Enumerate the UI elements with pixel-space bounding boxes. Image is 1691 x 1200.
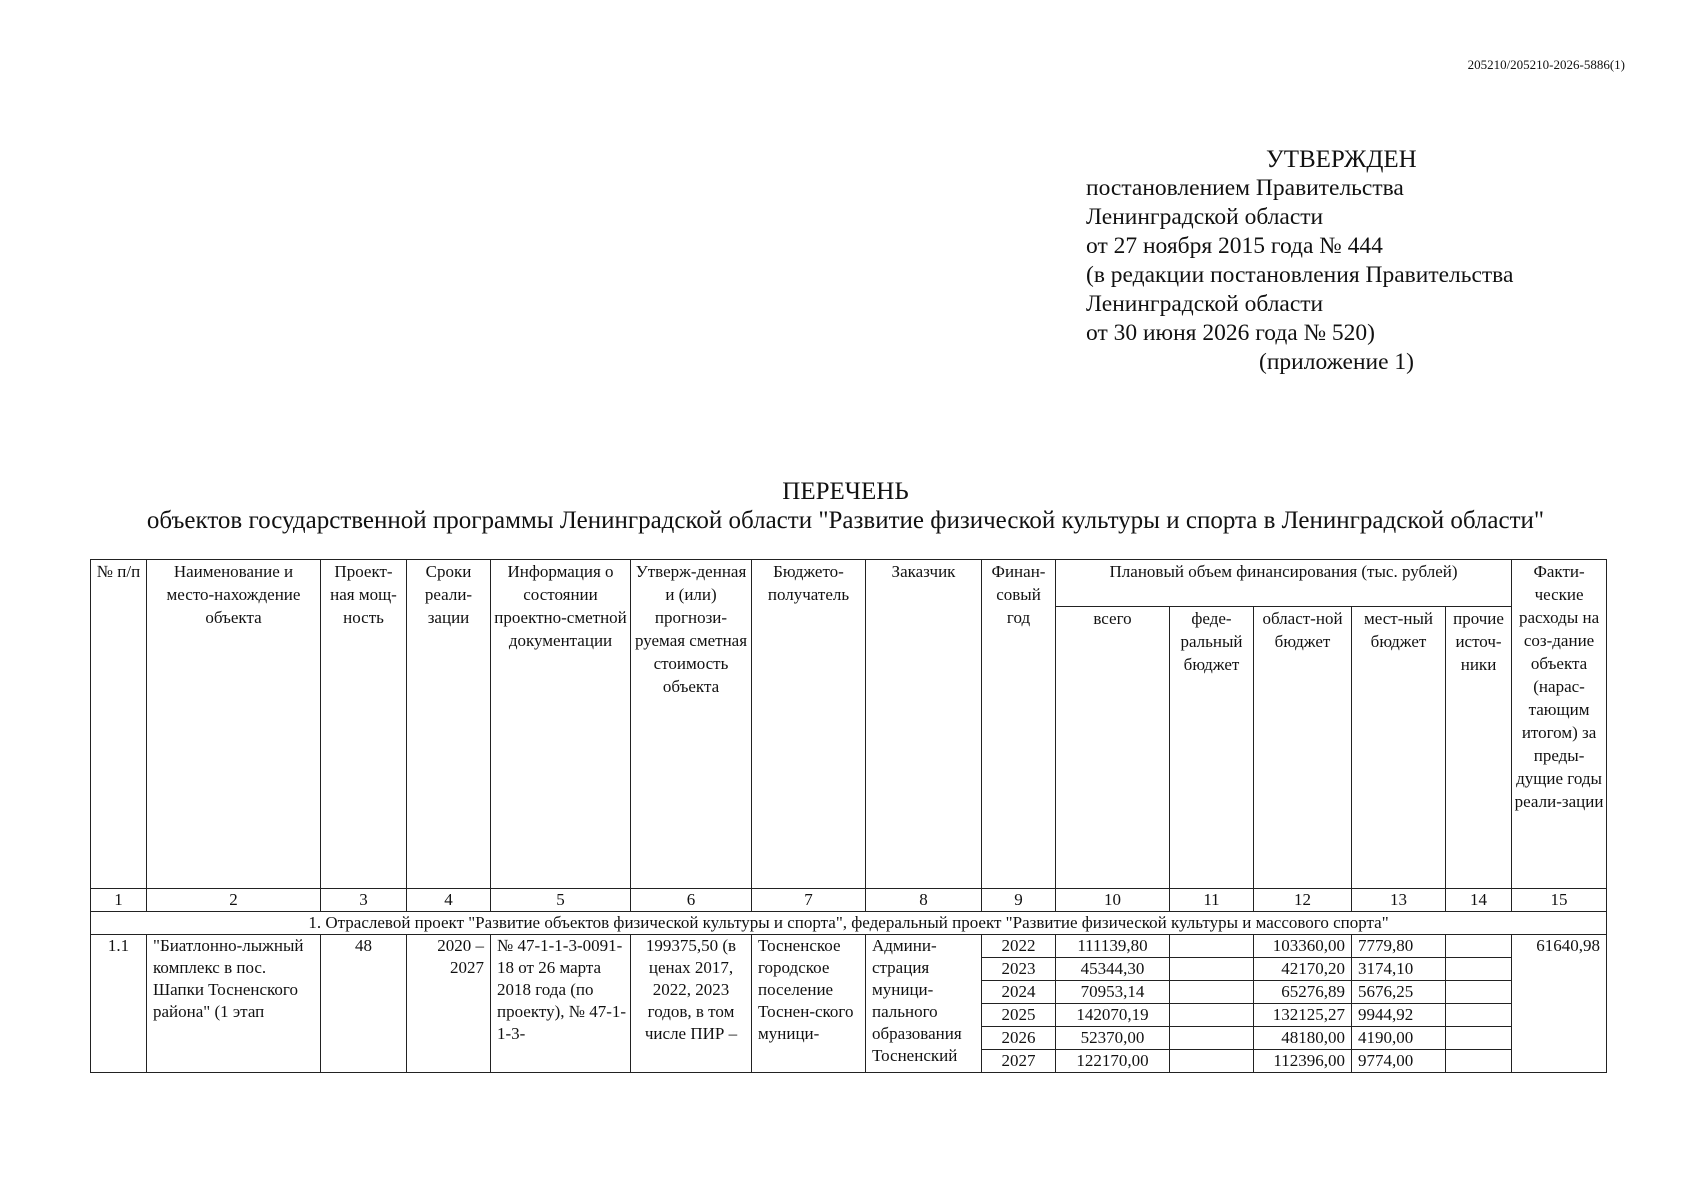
header-year: Финан-совый год bbox=[982, 560, 1056, 889]
header-cost: Утверж-денная и (или) прогнози-руемая сметная стоимость объекта bbox=[631, 560, 752, 889]
fin-local: 4190,00 bbox=[1352, 1027, 1446, 1050]
column-numbers-row bbox=[91, 889, 1607, 912]
approval-title: УТВЕРЖДЕН bbox=[1266, 146, 1417, 173]
actual-expenses: 61640,98 bbox=[1512, 935, 1607, 1073]
approval-line: (в редакции постановления Правительства bbox=[1086, 262, 1514, 288]
fin-local: 3174,10 bbox=[1352, 958, 1446, 981]
fin-year: 2022 bbox=[982, 935, 1056, 958]
col-number: 6 bbox=[631, 889, 752, 912]
fin-regional: 48180,00 bbox=[1254, 1027, 1352, 1050]
approval-line: от 30 июня 2026 года № 520) bbox=[1086, 320, 1375, 346]
fin-total: 45344,30 bbox=[1056, 958, 1170, 981]
header-num: № п/п bbox=[91, 560, 147, 889]
data-row bbox=[91, 935, 1607, 958]
title-main: ПЕРЕЧЕНЬ bbox=[782, 478, 909, 505]
object-recipient: Тосненское городское поселение Тоснен-ского муници- bbox=[752, 935, 866, 1073]
section-title: 1. Отраслевой проект "Развитие объектов физической культуры и спорта", федеральный проект "Развитие физической культуры и массового спорта" bbox=[91, 912, 1607, 935]
header-period: Сроки реали-зации bbox=[407, 560, 491, 889]
col-number: 7 bbox=[752, 889, 866, 912]
col-number: 3 bbox=[321, 889, 407, 912]
header-row bbox=[91, 560, 1607, 607]
col-number: 5 bbox=[491, 889, 631, 912]
fin-total: 142070,19 bbox=[1056, 1004, 1170, 1027]
fin-total: 70953,14 bbox=[1056, 981, 1170, 1004]
col-number: 11 bbox=[1170, 889, 1254, 912]
fin-regional: 103360,00 bbox=[1254, 935, 1352, 958]
object-customer: Админи-страция муници-пального образования Тосненский bbox=[866, 935, 982, 1073]
header-regional: област-ной бюджет bbox=[1254, 607, 1352, 889]
fin-local: 5676,25 bbox=[1352, 981, 1446, 1004]
fin-federal bbox=[1170, 1004, 1254, 1027]
fin-year: 2023 bbox=[982, 958, 1056, 981]
appendix-label: (приложение 1) bbox=[1259, 349, 1415, 375]
fin-federal bbox=[1170, 1027, 1254, 1050]
header-customer: Заказчик bbox=[866, 560, 982, 889]
fin-other bbox=[1446, 1027, 1512, 1050]
fin-year: 2025 bbox=[982, 1004, 1056, 1027]
col-number: 1 bbox=[91, 889, 147, 912]
section-row bbox=[91, 912, 1607, 935]
header-name: Наименование и место-нахождение объекта bbox=[147, 560, 321, 889]
fin-federal bbox=[1170, 935, 1254, 958]
approval-line: Ленинградской области bbox=[1086, 291, 1324, 317]
fin-regional: 112396,00 bbox=[1254, 1050, 1352, 1073]
title-sub: объектов государственной программы Ленинградской области "Развитие физической культуры и спорта в Ленинградской области" bbox=[146, 507, 1545, 534]
fin-federal bbox=[1170, 981, 1254, 1004]
fin-year: 2024 bbox=[982, 981, 1056, 1004]
fin-federal bbox=[1170, 1050, 1254, 1073]
fin-total: 111139,80 bbox=[1056, 935, 1170, 958]
col-number: 8 bbox=[866, 889, 982, 912]
object-cost: 199375,50 (в ценах 2017, 2022, 2023 годов, в том числе ПИР – bbox=[631, 935, 752, 1073]
header-local: мест-ный бюджет bbox=[1352, 607, 1446, 889]
fin-other bbox=[1446, 1004, 1512, 1027]
fin-total: 122170,00 bbox=[1056, 1050, 1170, 1073]
fin-other bbox=[1446, 935, 1512, 958]
header-financing-group: Плановый объем финансирования (тыс. рублей) bbox=[1056, 560, 1512, 607]
document-title bbox=[0, 477, 1691, 535]
fin-local: 7779,80 bbox=[1352, 935, 1446, 958]
header-total: всего bbox=[1056, 607, 1170, 889]
header-capacity: Проект-ная мощ-ность bbox=[321, 560, 407, 889]
approval-block bbox=[1086, 145, 1513, 377]
header-other: прочие источ-ники bbox=[1446, 607, 1512, 889]
col-number: 14 bbox=[1446, 889, 1512, 912]
col-number: 12 bbox=[1254, 889, 1352, 912]
fin-other bbox=[1446, 1050, 1512, 1073]
fin-other bbox=[1446, 981, 1512, 1004]
col-number: 10 bbox=[1056, 889, 1170, 912]
col-number: 13 bbox=[1352, 889, 1446, 912]
approval-line: от 27 ноября 2015 года № 444 bbox=[1086, 233, 1383, 259]
fin-total: 52370,00 bbox=[1056, 1027, 1170, 1050]
header-actual: Факти-ческие расходы на соз-дание объекта (нарас-тающим итогом) за преды-дущие годы реали-зации bbox=[1512, 560, 1607, 889]
document-id: 205210/205210-2026-5886(1) bbox=[1467, 57, 1625, 72]
approval-line: Ленинградской области bbox=[1086, 204, 1324, 230]
fin-year: 2026 bbox=[982, 1027, 1056, 1050]
header-federal: феде-ральный бюджет bbox=[1170, 607, 1254, 889]
row-num: 1.1 bbox=[91, 935, 147, 1073]
fin-year: 2027 bbox=[982, 1050, 1056, 1073]
object-period: 2020 – 2027 bbox=[407, 935, 491, 1073]
fin-other bbox=[1446, 958, 1512, 981]
fin-local: 9774,00 bbox=[1352, 1050, 1446, 1073]
header-recipient: Бюджето-получатель bbox=[752, 560, 866, 889]
fin-federal bbox=[1170, 958, 1254, 981]
col-number: 15 bbox=[1512, 889, 1607, 912]
col-number: 2 bbox=[147, 889, 321, 912]
header-docs: Информация о состоянии проектно-сметной документации bbox=[491, 560, 631, 889]
col-number: 4 bbox=[407, 889, 491, 912]
approval-line: постановлением Правительства bbox=[1086, 175, 1404, 201]
fin-regional: 132125,27 bbox=[1254, 1004, 1352, 1027]
col-number: 9 bbox=[982, 889, 1056, 912]
fin-local: 9944,92 bbox=[1352, 1004, 1446, 1027]
fin-regional: 42170,20 bbox=[1254, 958, 1352, 981]
object-name: "Биатлонно-лыжный комплекс в пос. Шапки Тосненского района" (1 этап bbox=[147, 935, 321, 1073]
objects-table bbox=[90, 559, 1607, 1073]
object-docs: № 47-1-1-3-0091-18 от 26 марта 2018 года (по проекту), № 47-1-1-3- bbox=[491, 935, 631, 1073]
object-capacity: 48 bbox=[321, 935, 407, 1073]
fin-regional: 65276,89 bbox=[1254, 981, 1352, 1004]
